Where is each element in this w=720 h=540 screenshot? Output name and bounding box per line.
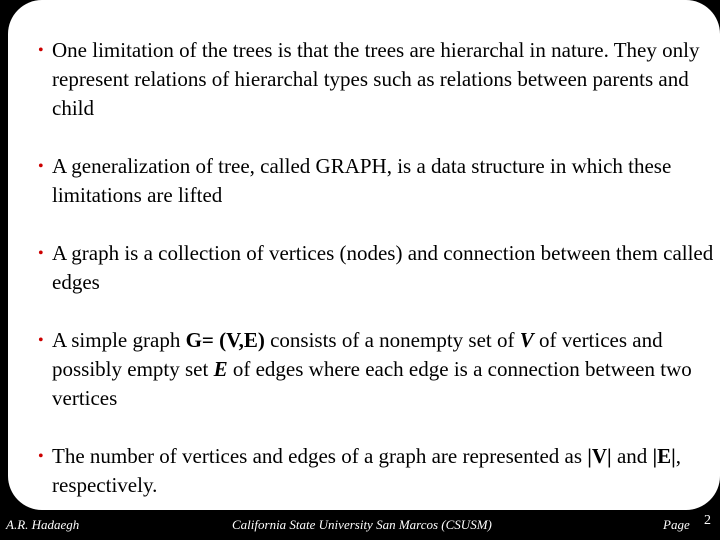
bullet-text-part: of vertices and possibly empty set [52, 328, 663, 381]
footer-page-label: Page [663, 517, 690, 532]
bullet-text-part: of edges where each edge is a connection between two vertices [52, 357, 692, 410]
bullet-item [34, 152, 714, 210]
bullet-item [34, 442, 714, 500]
bullet-item [34, 36, 714, 123]
graph-definition: G= (V,E) [185, 328, 265, 352]
footer-author: A.R. Hadaegh [6, 517, 80, 532]
bullet-text: One limitation of the trees is that the trees are hierarchal in nature. They only represent relations of hierarchal types such as relations between parents and child [52, 38, 700, 120]
bullet-icon: • [38, 158, 44, 175]
bullet-text-part: The number of vertices and edges of a graph are represented as [52, 444, 588, 468]
bullet-item [34, 326, 714, 413]
edge-count-symbol: |E| [652, 444, 676, 468]
bullet-text-part: , respectively. [52, 444, 682, 497]
bullet-icon: • [38, 245, 44, 262]
vertex-count-symbol: |V| [587, 444, 612, 468]
vertex-set-symbol: V [519, 328, 534, 352]
bullet-list [34, 36, 714, 529]
slide-footer [0, 512, 720, 540]
bullet-text-part: A simple graph [52, 328, 186, 352]
bullet-icon: • [38, 42, 44, 59]
bullet-icon: • [38, 332, 44, 349]
content-panel [8, 0, 720, 510]
footer-institution: California State University San Marcos (CSUSM) [232, 517, 492, 532]
bullet-text: A graph is a collection of vertices (nodes) and connection between them called edges [52, 241, 714, 294]
footer-page-number: 2 [704, 513, 711, 528]
bullet-item [34, 239, 714, 297]
edge-set-symbol: E [213, 357, 228, 381]
bullet-icon: • [38, 448, 44, 465]
bullet-text-part: consists of a nonempty set of [264, 328, 520, 352]
bullet-text: A generalization of tree, called GRAPH, is a data structure in which these limitations are lifted [52, 154, 672, 207]
bullet-text-part: and [611, 444, 653, 468]
